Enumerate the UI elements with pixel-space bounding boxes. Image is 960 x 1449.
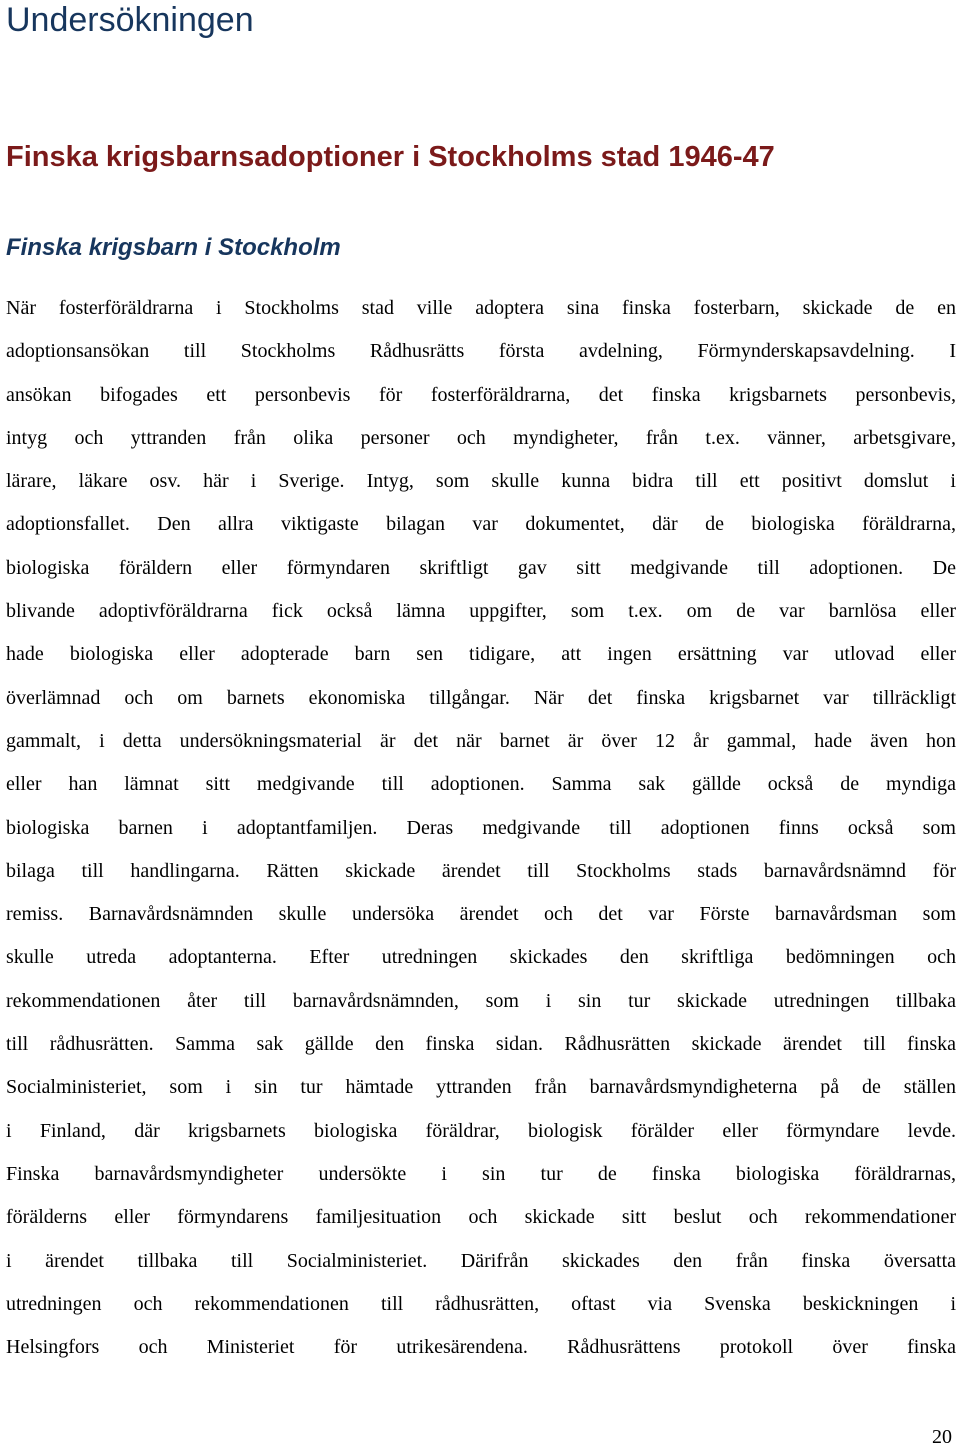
paragraph-line: adoptionsansökan till Stockholms Rådhusrätts första avdelning, Förmynderskapsavdelning. I — [6, 340, 956, 363]
paragraph-line: förälderns eller förmyndarens familjesituation och skickade sitt beslut och rekommendationer — [6, 1206, 956, 1229]
paragraph-line: Helsingfors och Ministeriet för utrikesärendena. Rådhusrättens protokoll över finska — [6, 1336, 956, 1359]
paragraph-line: intyg och yttranden från olika personer och myndigheter, från t.ex. vänner, arbetsgivare, — [6, 426, 956, 449]
paragraph-line: adoptionsfallet. Den allra viktigaste bilagan var dokumentet, där de biologiska föräldrarna, — [6, 513, 956, 536]
paragraph-line: lärare, läkare osv. här i Sverige. Intyg, som skulle kunna bidra till ett positivt domslut i — [6, 470, 956, 493]
section-title: Finska krigsbarnsadoptioner i Stockholms stad 1946-47 — [6, 141, 775, 173]
paragraph-line: Finska barnavårdsmyndigheter undersökte i sin tur de finska biologiska föräldrarnas, — [6, 1162, 956, 1185]
paragraph-line: rekommendationen åter till barnavårdsnämnden, som i sin tur skickade utredningen tillbaka — [6, 989, 956, 1012]
paragraph-line: överlämnad och om barnets ekonomiska tillgångar. När det finska krigsbarnet var tillräckligt — [6, 686, 956, 709]
subsection-title: Finska krigsbarn i Stockholm — [6, 234, 341, 261]
paragraph-line: ansökan bifogades ett personbevis för fosterföräldrarna, det finska krigsbarnets personbevis, — [6, 383, 956, 406]
paragraph-line: bilaga till handlingarna. Rätten skickade ärendet till Stockholms stads barnavårdsnämnd för — [6, 859, 956, 882]
paragraph-line: i Finland, där krigsbarnets biologiska föräldrar, biologisk förälder eller förmyndare levde. — [6, 1119, 956, 1142]
body-paragraph — [6, 287, 956, 1369]
paragraph-line: eller han lämnat sitt medgivande till adoptionen. Samma sak gällde också de myndiga — [6, 773, 956, 796]
paragraph-line: gammalt, i detta undersökningsmaterial är det när barnet är över 12 år gammal, hade även hon — [6, 729, 956, 752]
paragraph-line: till rådhusrätten. Samma sak gällde den finska sidan. Rådhusrätten skickade ärendet till finska — [6, 1033, 956, 1056]
paragraph-line: utredningen och rekommendationen till rådhusrätten, oftast via Svenska beskickningen i — [6, 1292, 956, 1315]
paragraph-line: i ärendet tillbaka till Socialministeriet. Därifrån skickades den från finska översatta — [6, 1249, 956, 1272]
paragraph-line: remiss. Barnavårdsnämnden skulle undersöka ärendet och det var Förste barnavårdsman som — [6, 903, 956, 926]
page-number: 20 — [932, 1426, 952, 1448]
paragraph-line: biologiska barnen i adoptantfamiljen. Deras medgivande till adoptionen finns också som — [6, 816, 956, 839]
paragraph-line: skulle utreda adoptanterna. Efter utredningen skickades den skriftliga bedömningen och — [6, 946, 956, 969]
page-heading: Undersökningen — [6, 1, 254, 39]
paragraph-line: biologiska föräldern eller förmyndaren skriftligt gav sitt medgivande till adoptionen. De — [6, 556, 956, 579]
paragraph-line: När fosterföräldrarna i Stockholms stad ville adoptera sina finska fosterbarn, skickade de en — [6, 297, 956, 319]
paragraph-line: hade biologiska eller adopterade barn sen tidigare, att ingen ersättning var utlovad eller — [6, 643, 956, 666]
paragraph-line: Socialministeriet, som i sin tur hämtade yttranden från barnavårdsmyndigheterna på de ställen — [6, 1076, 956, 1099]
paragraph-line: blivande adoptivföräldrarna fick också lämna uppgifter, som t.ex. om de var barnlösa eller — [6, 600, 956, 623]
